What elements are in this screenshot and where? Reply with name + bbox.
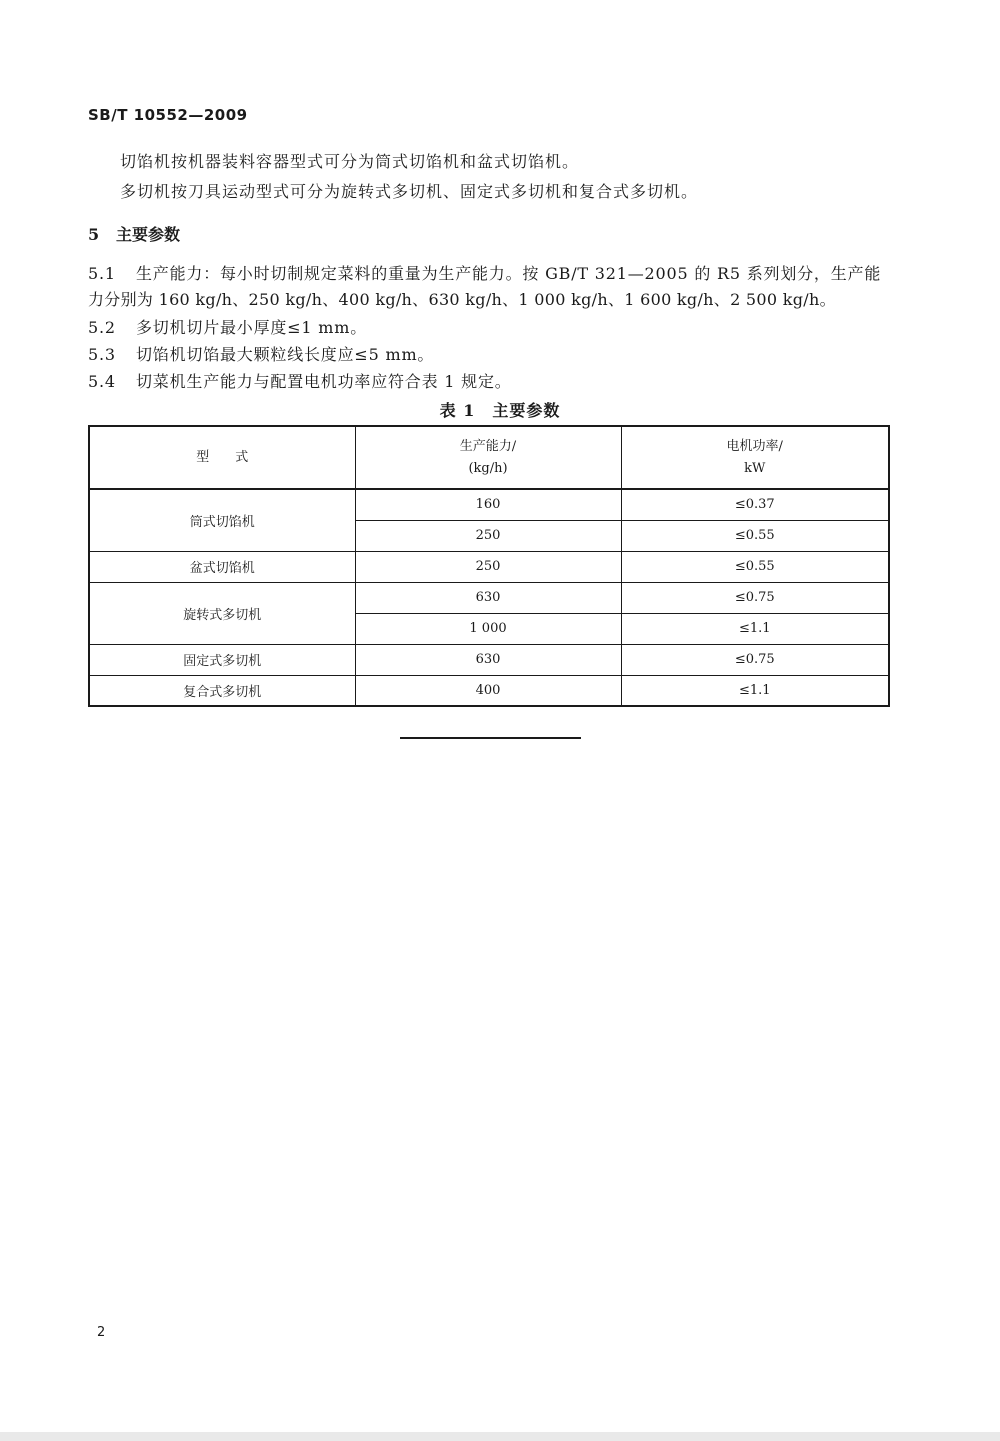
- type-cell: 盆式切馅机: [89, 551, 355, 582]
- capacity-cell: 250: [355, 551, 621, 582]
- clause-5-3: [88, 343, 434, 367]
- page-number: 2: [97, 1325, 106, 1340]
- clause-5-4: [88, 370, 512, 394]
- table-title: 表 1 主要参数: [439, 401, 561, 420]
- power-cell: ≤0.75: [621, 582, 889, 613]
- table-row: [89, 582, 889, 613]
- type-cell: 固定式多切机: [89, 644, 355, 675]
- capacity-cell: 630: [355, 644, 621, 675]
- header-capacity: 生产能力/ (kg/h): [355, 426, 621, 489]
- power-cell: ≤0.37: [621, 489, 889, 520]
- clause-number: 5.1: [88, 264, 116, 283]
- page-bottom-edge: [0, 1432, 1000, 1441]
- capacity-cell: 160: [355, 489, 621, 520]
- clause-text: 多切机切片最小厚度≤1 mm。: [136, 318, 368, 337]
- clause-number: 5.2: [88, 318, 116, 337]
- clause-text: 切菜机生产能力与配置电机功率应符合表 1 规定。: [136, 372, 512, 391]
- clause-text: 生产能力：每小时切制规定菜料的重量为生产能力。按 GB/T 321—2005 的 R5 系列划分，生产能: [136, 264, 882, 283]
- section-title: 主要参数: [116, 225, 181, 244]
- table-row: [89, 489, 889, 520]
- paragraph-multi-cutter-types: 多切机按刀具运动型式可分为旋转式多切机、固定式多切机和复合式多切机。: [120, 182, 699, 201]
- table-row: [89, 644, 889, 675]
- power-cell: ≤0.55: [621, 520, 889, 551]
- power-cell: ≤1.1: [621, 613, 889, 644]
- capacity-cell: 1 000: [355, 613, 621, 644]
- capacity-cell: 400: [355, 675, 621, 706]
- section-number: 5: [88, 225, 100, 244]
- end-of-document-rule: [400, 737, 581, 739]
- table-row: [89, 675, 889, 706]
- section-heading: [88, 222, 180, 245]
- clause-number: 5.3: [88, 345, 116, 364]
- paragraph-filling-cutter-types: 切馅机按机器装料容器型式可分为筒式切馅机和盆式切馅机。: [120, 152, 580, 171]
- type-cell: 筒式切馅机: [89, 489, 355, 551]
- clause-5-1: [88, 262, 881, 286]
- header-type: 型 式: [89, 426, 355, 489]
- table-row: [89, 551, 889, 582]
- capacity-cell: 630: [355, 582, 621, 613]
- clause-text: 切馅机切馅最大颗粒线长度应≤5 mm。: [136, 345, 435, 364]
- capacity-cell: 250: [355, 520, 621, 551]
- header-power: 电机功率/ kW: [621, 426, 889, 489]
- type-cell: 旋转式多切机: [89, 582, 355, 644]
- type-cell: 复合式多切机: [89, 675, 355, 706]
- clause-5-2: [88, 316, 367, 340]
- table-header-row: [89, 426, 889, 489]
- power-cell: ≤0.75: [621, 644, 889, 675]
- main-parameters-table: [88, 425, 890, 707]
- clause-5-1-continuation: 力分别为 160 kg/h、250 kg/h、400 kg/h、630 kg/h、1 000 kg/h、1 600 kg/h、2 500 kg/h。: [88, 290, 836, 309]
- power-cell: ≤0.55: [621, 551, 889, 582]
- standard-code-header: SB/T 10552—2009: [88, 106, 248, 124]
- power-cell: ≤1.1: [621, 675, 889, 706]
- clause-number: 5.4: [88, 372, 116, 391]
